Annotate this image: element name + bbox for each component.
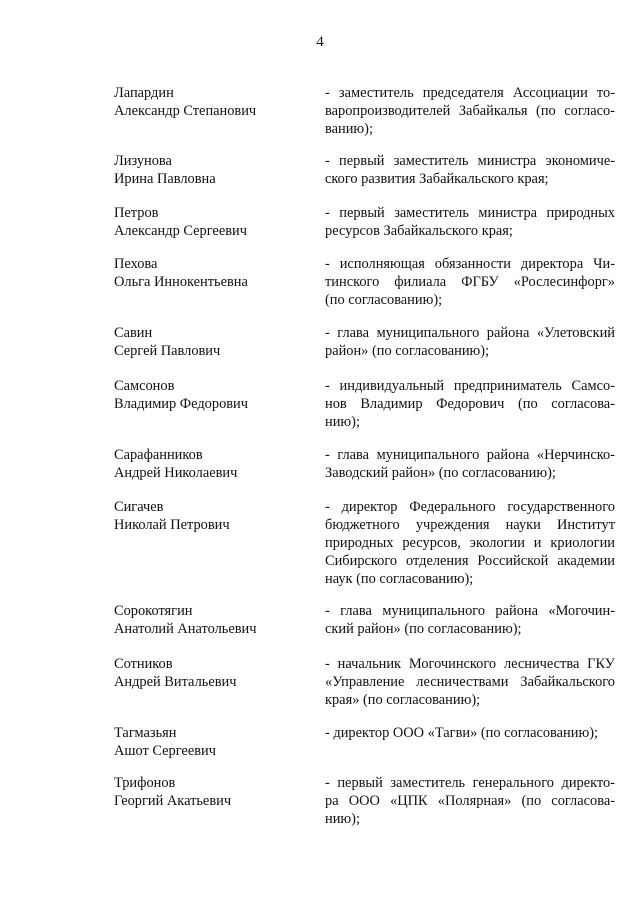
member-position [325, 774, 615, 828]
member-name [114, 602, 294, 638]
member-name [114, 446, 294, 482]
member-name [114, 498, 294, 534]
member-given-name: Ольга Иннокентьевна [114, 274, 248, 290]
position-line: - первый заместитель министра экономиче- [325, 153, 615, 169]
position-line: - директор ООО «Тагви» (по согласованию); [325, 725, 598, 741]
position-line: - глава муниципального района «Могочин- [325, 603, 615, 619]
member-surname: Тагмазьян [114, 725, 177, 741]
position-line: «Управление лесничествами Забайкальского [325, 674, 615, 690]
member-position [325, 204, 615, 240]
member-position [325, 255, 615, 309]
position-line: - директор Федерального государственного [325, 499, 615, 515]
member-name [114, 324, 294, 360]
position-line: (по согласованию); [325, 292, 443, 308]
position-line: ресурсов Забайкальского края; [325, 223, 513, 239]
position-line: наук (по согласованию); [325, 571, 474, 587]
member-surname: Пехова [114, 256, 158, 272]
member-position [325, 446, 615, 482]
position-line: нию); [325, 811, 360, 827]
member-name [114, 84, 294, 120]
member-position [325, 655, 615, 709]
position-line: природных ресурсов, экологии и криологии [325, 535, 615, 551]
member-surname: Самсонов [114, 378, 175, 394]
position-line: Заводский район» (по согласованию); [325, 465, 556, 481]
member-name [114, 724, 294, 760]
position-line: район» (по согласованию); [325, 343, 490, 359]
member-name [114, 655, 294, 691]
position-line: варопроизводителей Забайкалья (по согласо- [325, 103, 615, 119]
member-surname: Лизунова [114, 153, 172, 169]
position-line: Сибирского отделения Российской академии [325, 553, 615, 569]
page-number: 4 [316, 34, 324, 50]
member-position [325, 498, 615, 588]
member-surname: Петров [114, 205, 159, 221]
member-name [114, 377, 294, 413]
member-position [325, 84, 615, 138]
member-given-name: Николай Петрович [114, 517, 230, 533]
member-surname: Сигачев [114, 499, 164, 515]
position-line: - начальник Могочинского лесничества ГКУ [325, 656, 615, 672]
member-position [325, 377, 615, 431]
position-line: - первый заместитель генерального директо- [325, 775, 615, 791]
position-line: ский район» (по согласованию); [325, 621, 522, 637]
member-surname: Сарафанников [114, 447, 203, 463]
position-line: нов Владимир Федорович (по согласова- [325, 396, 615, 412]
position-line: - заместитель председателя Ассоциации то- [325, 85, 615, 101]
member-position [325, 724, 615, 742]
member-position [325, 324, 615, 360]
member-surname: Савин [114, 325, 153, 341]
member-given-name: Ашот Сергеевич [114, 743, 216, 759]
member-surname: Трифонов [114, 775, 176, 791]
member-surname: Сорокотягин [114, 603, 193, 619]
position-line: ванию); [325, 121, 373, 137]
member-name [114, 204, 294, 240]
position-line: - первый заместитель министра природных [325, 205, 615, 221]
member-given-name: Анатолий Анатольевич [114, 621, 257, 637]
position-line: - глава муниципального района «Улетовский [325, 325, 615, 341]
member-name [114, 152, 294, 188]
member-position [325, 152, 615, 188]
position-line: бюджетного учреждения науки Институт [325, 517, 615, 533]
position-line: тинского филиала ФГБУ «Рослесинфорг» [325, 274, 615, 290]
position-line: края» (по согласованию); [325, 692, 481, 708]
position-line: нию); [325, 414, 360, 430]
member-given-name: Владимир Федорович [114, 396, 248, 412]
position-line: - исполняющая обязанности директора Чи- [325, 256, 615, 272]
member-given-name: Сергей Павлович [114, 343, 221, 359]
member-given-name: Георгий Акатьевич [114, 793, 232, 809]
member-given-name: Ирина Павловна [114, 171, 216, 187]
member-given-name: Александр Сергеевич [114, 223, 247, 239]
member-surname: Лапардин [114, 85, 174, 101]
position-line: - глава муниципального района «Нерчинско- [325, 447, 615, 463]
member-name [114, 774, 294, 810]
member-surname: Сотников [114, 656, 173, 672]
member-position [325, 602, 615, 638]
position-line: ского развития Забайкальского края; [325, 171, 549, 187]
member-name [114, 255, 294, 291]
position-line: ра ООО «ЦПК «Полярная» (по согласова- [325, 793, 615, 809]
member-given-name: Александр Степанович [114, 103, 257, 119]
member-given-name: Андрей Витальевич [114, 674, 237, 690]
position-line: - индивидуальный предприниматель Самсо- [325, 378, 615, 394]
member-given-name: Андрей Николаевич [114, 465, 238, 481]
